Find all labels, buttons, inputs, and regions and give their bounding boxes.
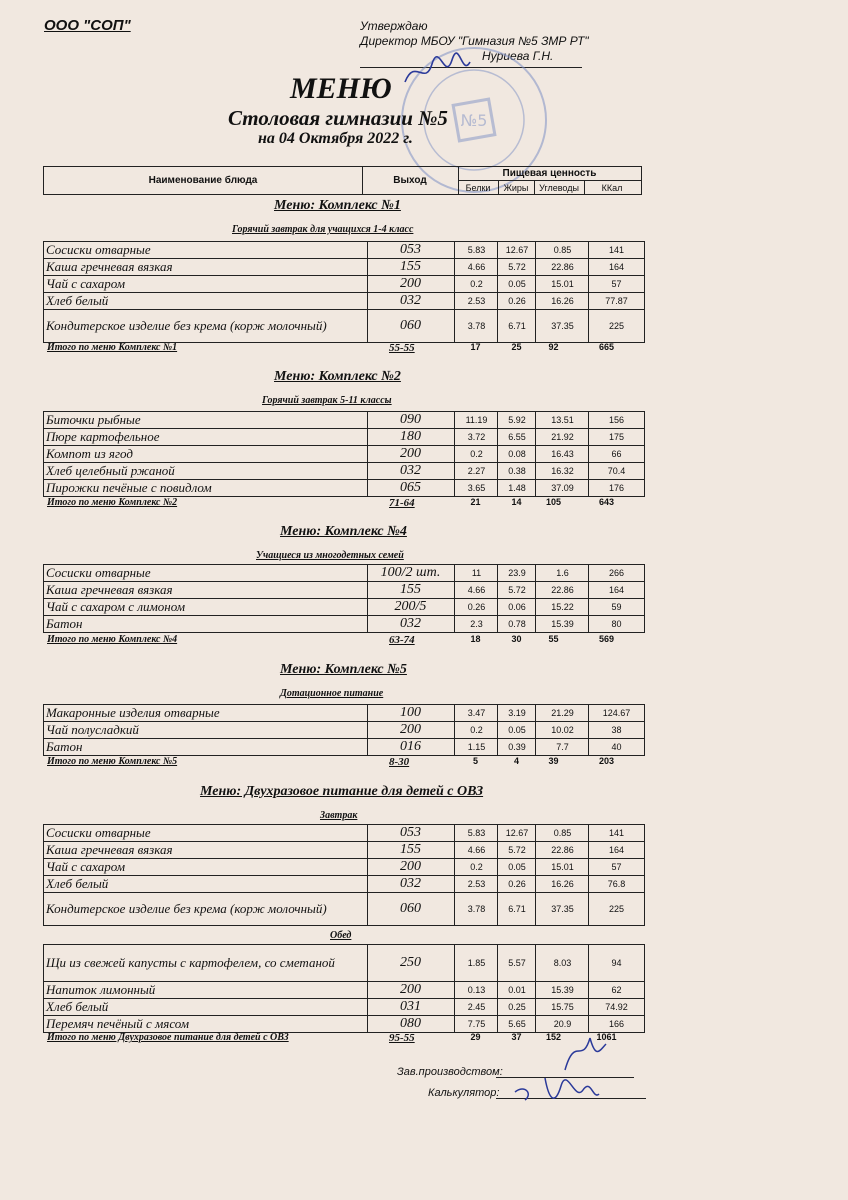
- dish-carbs: 37.35: [535, 893, 589, 925]
- dish-name: Щи из свежей капусты с картофелем, со сметаной: [46, 955, 335, 970]
- dish-output: 155: [367, 582, 453, 598]
- section-subtitle: Учащиеся из многодетных семей: [256, 550, 404, 561]
- menu-table: [43, 824, 645, 926]
- dish-fats: 5.57: [497, 945, 536, 981]
- dish-kcal: 66: [588, 446, 644, 462]
- dish-output: 032: [367, 616, 453, 632]
- dish-fats: 0.26: [497, 876, 536, 892]
- table-row: [44, 293, 644, 310]
- total-row: [43, 342, 643, 356]
- dish-name: Сосиски отварные: [46, 825, 151, 840]
- table-row: [44, 739, 644, 756]
- dish-carbs: 10.02: [535, 722, 589, 738]
- dish-proteins: 3.78: [454, 310, 498, 342]
- dish-fats: 6.55: [497, 429, 536, 445]
- dish-name: Пюре картофельное: [46, 429, 160, 444]
- dish-kcal: 141: [588, 242, 644, 258]
- dish-kcal: 124.67: [588, 705, 644, 721]
- dish-kcal: 40: [588, 739, 644, 755]
- dish-fats: 12.67: [497, 242, 536, 258]
- dish-fats: 0.26: [497, 293, 536, 309]
- total-k: 665: [598, 342, 615, 352]
- dish-output: 180: [367, 429, 453, 445]
- dish-carbs: 22.86: [535, 259, 589, 275]
- total-label: Итого по меню Комплекс №1: [47, 342, 178, 353]
- total-c: 105: [545, 497, 562, 507]
- production-signature-icon: [560, 1030, 610, 1075]
- dish-output: 090: [367, 412, 453, 428]
- dish-carbs: 7.7: [535, 739, 589, 755]
- dish-name: Кондитерское изделие без крема (корж молочный): [46, 318, 327, 333]
- dish-carbs: 0.85: [535, 825, 589, 841]
- dish-name: Сосиски отварные: [46, 565, 151, 580]
- dish-fats: 0.38: [497, 463, 536, 479]
- table-row: [44, 310, 644, 343]
- total-row: [43, 634, 643, 648]
- dish-output: 100: [367, 705, 453, 721]
- dish-carbs: 37.09: [535, 480, 589, 496]
- table-row: [44, 446, 644, 463]
- dish-output: 200: [367, 859, 453, 875]
- total-f: 14: [511, 497, 522, 507]
- total-label: Итого по меню Комплекс №5: [47, 756, 178, 767]
- dish-output: 032: [367, 293, 453, 309]
- dish-name: Хлеб белый: [46, 876, 109, 891]
- table-row: [44, 705, 644, 722]
- dish-carbs: 15.75: [535, 999, 589, 1015]
- dish-fats: 3.19: [497, 705, 536, 721]
- dish-kcal: 156: [588, 412, 644, 428]
- dish-carbs: 22.86: [535, 582, 589, 598]
- section-title: Меню: Комплекс №5: [280, 662, 407, 677]
- table-header: [43, 166, 642, 195]
- dish-output: 080: [367, 1016, 453, 1032]
- dish-carbs: 16.32: [535, 463, 589, 479]
- dish-name: Кондитерское изделие без крема (корж молочный): [46, 901, 327, 916]
- col-nutrition-header: Пищевая ценность: [458, 167, 641, 181]
- section-title: Меню: Двухразовое питание для детей с ОВЗ: [200, 784, 484, 799]
- col-name-header: Наименование блюда: [44, 167, 363, 194]
- section-title: Меню: Комплекс №2: [274, 369, 401, 384]
- dish-proteins: 7.75: [454, 1016, 498, 1032]
- total-p: 18: [470, 634, 481, 644]
- col-carbs-header: Углеводы: [534, 181, 585, 194]
- dish-output: 250: [367, 945, 453, 981]
- table-row: [44, 463, 644, 480]
- dish-proteins: 3.72: [454, 429, 498, 445]
- dish-kcal: 166: [588, 1016, 644, 1032]
- dish-output: 053: [367, 825, 453, 841]
- dish-carbs: 15.39: [535, 982, 589, 998]
- dish-kcal: 74.92: [588, 999, 644, 1015]
- dish-name: Чай полусладкий: [46, 722, 139, 737]
- dish-name: Биточки рыбные: [46, 412, 141, 427]
- meal-label-breakfast: Завтрак: [320, 810, 358, 821]
- dish-name: Каша гречневая вязкая: [46, 842, 173, 857]
- dish-fats: 6.71: [497, 893, 536, 925]
- table-row: [44, 242, 644, 259]
- dish-output: 060: [367, 893, 453, 925]
- menu-table: [43, 241, 645, 343]
- dish-kcal: 164: [588, 582, 644, 598]
- meal-label-lunch: Обед: [330, 930, 352, 941]
- table-row: [44, 945, 644, 982]
- dish-fats: 5.72: [497, 842, 536, 858]
- approve-label: Утверждаю: [360, 19, 428, 33]
- dish-proteins: 3.78: [454, 893, 498, 925]
- dish-kcal: 164: [588, 259, 644, 275]
- table-row: [44, 842, 644, 859]
- canteen-title: Столовая гимназии №5: [228, 106, 448, 130]
- dish-kcal: 176: [588, 480, 644, 496]
- dish-output: 200: [367, 722, 453, 738]
- table-row: [44, 982, 644, 999]
- col-proteins-header: Белки: [458, 181, 499, 194]
- dish-output: 200: [367, 982, 453, 998]
- dish-kcal: 225: [588, 310, 644, 342]
- dish-carbs: 15.01: [535, 859, 589, 875]
- dish-proteins: 4.66: [454, 259, 498, 275]
- table-row: [44, 825, 644, 842]
- dish-kcal: 57: [588, 859, 644, 875]
- dish-output: 100/2 шт.: [367, 565, 453, 581]
- menu-table: [43, 944, 645, 1033]
- dish-name: Батон: [46, 739, 83, 754]
- page-title: МЕНЮ: [290, 72, 392, 105]
- total-p: 21: [470, 497, 481, 507]
- table-row: [44, 259, 644, 276]
- section-title: Меню: Комплекс №4: [280, 524, 407, 539]
- dish-fats: 23.9: [497, 565, 536, 581]
- dish-carbs: 21.92: [535, 429, 589, 445]
- dish-name: Перемяч печёный с мясом: [46, 1016, 190, 1031]
- dish-kcal: 94: [588, 945, 644, 981]
- total-output: 8-30: [389, 756, 410, 768]
- calculator-label: Калькулятор:: [428, 1087, 500, 1099]
- production-head-label: Зав.производством:: [397, 1066, 503, 1078]
- section-subtitle: Дотационное питание: [280, 688, 384, 699]
- dish-output: 032: [367, 463, 453, 479]
- dish-output: 200: [367, 276, 453, 292]
- total-row: [43, 756, 643, 770]
- total-k: 203: [598, 756, 615, 766]
- dish-carbs: 16.26: [535, 876, 589, 892]
- total-k: 643: [598, 497, 615, 507]
- dish-carbs: 15.01: [535, 276, 589, 292]
- dish-output: 060: [367, 310, 453, 342]
- col-fats-header: Жиры: [498, 181, 535, 194]
- dish-proteins: 5.83: [454, 242, 498, 258]
- dish-proteins: 1.85: [454, 945, 498, 981]
- dish-output: 155: [367, 842, 453, 858]
- dish-proteins: 11: [454, 565, 498, 581]
- dish-carbs: 8.03: [535, 945, 589, 981]
- total-p: 17: [470, 342, 481, 352]
- table-row: [44, 999, 644, 1016]
- svg-text:№5: №5: [460, 111, 488, 130]
- table-row: [44, 876, 644, 893]
- dish-fats: 5.72: [497, 259, 536, 275]
- dish-carbs: 13.51: [535, 412, 589, 428]
- dish-name: Каша гречневая вязкая: [46, 259, 173, 274]
- approve-position: Директор МБОУ "Гимназия №5 ЗМР РТ": [360, 34, 589, 48]
- dish-kcal: 80: [588, 616, 644, 632]
- dish-proteins: 0.13: [454, 982, 498, 998]
- total-label: Итого по меню Комплекс №2: [47, 497, 178, 508]
- dish-carbs: 21.29: [535, 705, 589, 721]
- dish-name: Батон: [46, 616, 83, 631]
- approve-name: Нуриева Г.Н.: [482, 49, 554, 63]
- dish-fats: 5.92: [497, 412, 536, 428]
- dish-fats: 5.72: [497, 582, 536, 598]
- table-row: [44, 429, 644, 446]
- total-row: [43, 1032, 643, 1046]
- dish-kcal: 57: [588, 276, 644, 292]
- dish-proteins: 3.65: [454, 480, 498, 496]
- section-subtitle: Горячий завтрак 5-11 классы: [262, 395, 392, 406]
- dish-carbs: 15.22: [535, 599, 589, 615]
- total-p: 5: [472, 756, 478, 766]
- dish-output: 053: [367, 242, 453, 258]
- dish-kcal: 38: [588, 722, 644, 738]
- dish-proteins: 0.26: [454, 599, 498, 615]
- dish-output: 032: [367, 876, 453, 892]
- total-f: 37: [511, 1032, 522, 1042]
- dish-proteins: 2.3: [454, 616, 498, 632]
- dish-name: Сосиски отварные: [46, 242, 151, 257]
- director-signature-icon: [400, 52, 480, 92]
- dish-output: 016: [367, 739, 453, 755]
- dish-fats: 0.05: [497, 276, 536, 292]
- dish-kcal: 70.4: [588, 463, 644, 479]
- dish-kcal: 77.87: [588, 293, 644, 309]
- table-row: [44, 616, 644, 633]
- dish-carbs: 16.26: [535, 293, 589, 309]
- dish-proteins: 5.83: [454, 825, 498, 841]
- dish-output: 155: [367, 259, 453, 275]
- dish-fats: 0.05: [497, 722, 536, 738]
- dish-name: Пирожки печёные с повидлом: [46, 480, 212, 495]
- dish-fats: 0.39: [497, 739, 536, 755]
- dish-proteins: 0.2: [454, 859, 498, 875]
- dish-carbs: 16.43: [535, 446, 589, 462]
- menu-table: [43, 564, 645, 633]
- dish-name: Чай с сахаром: [46, 276, 126, 291]
- total-output: 95-55: [389, 1032, 415, 1044]
- section-title: Меню: Комплекс №1: [274, 198, 401, 213]
- dish-proteins: 4.66: [454, 842, 498, 858]
- col-output-header: Выход: [362, 167, 459, 194]
- dish-fats: 6.71: [497, 310, 536, 342]
- dish-proteins: 4.66: [454, 582, 498, 598]
- table-row: [44, 412, 644, 429]
- total-f: 4: [513, 756, 519, 766]
- dish-kcal: 62: [588, 982, 644, 998]
- table-row: [44, 893, 644, 926]
- menu-date: на 04 Октября 2022 г.: [258, 130, 413, 147]
- calculator-signature-icon: [505, 1070, 605, 1112]
- dish-fats: 1.48: [497, 480, 536, 496]
- dish-fats: 0.01: [497, 982, 536, 998]
- dish-kcal: 164: [588, 842, 644, 858]
- dish-output: 065: [367, 480, 453, 496]
- menu-table: [43, 704, 645, 756]
- dish-carbs: 0.85: [535, 242, 589, 258]
- table-row: [44, 1016, 644, 1033]
- dish-carbs: 20.9: [535, 1016, 589, 1032]
- dish-proteins: 2.53: [454, 876, 498, 892]
- dish-proteins: 0.2: [454, 276, 498, 292]
- dish-name: Хлеб целебный ржаной: [46, 463, 175, 478]
- total-p: 29: [470, 1032, 481, 1042]
- dish-name: Хлеб белый: [46, 999, 109, 1014]
- dish-proteins: 0.2: [454, 722, 498, 738]
- total-label: Итого по меню Двухразовое питание для детей с ОВЗ: [47, 1032, 289, 1043]
- table-row: [44, 276, 644, 293]
- dish-kcal: 225: [588, 893, 644, 925]
- total-f: 25: [511, 342, 522, 352]
- total-output: 63-74: [389, 634, 415, 646]
- dish-carbs: 1.6: [535, 565, 589, 581]
- company-name: ООО "СОП": [44, 17, 131, 34]
- dish-kcal: 141: [588, 825, 644, 841]
- dish-name: Чай с сахаром с лимоном: [46, 599, 186, 614]
- dish-kcal: 175: [588, 429, 644, 445]
- dish-name: Хлеб белый: [46, 293, 109, 308]
- total-row: [43, 497, 643, 511]
- dish-carbs: 37.35: [535, 310, 589, 342]
- dish-fats: 0.08: [497, 446, 536, 462]
- section-subtitle: Горячий завтрак для учащихся 1-4 класс: [232, 224, 414, 235]
- dish-fats: 0.05: [497, 859, 536, 875]
- dish-output: 031: [367, 999, 453, 1015]
- dish-proteins: 2.53: [454, 293, 498, 309]
- total-k: 1061: [596, 1032, 617, 1042]
- total-output: 55-55: [389, 342, 415, 354]
- total-c: 39: [548, 756, 559, 766]
- table-row: [44, 859, 644, 876]
- dish-fats: 0.78: [497, 616, 536, 632]
- table-row: [44, 480, 644, 497]
- dish-proteins: 0.2: [454, 446, 498, 462]
- dish-carbs: 15.39: [535, 616, 589, 632]
- dish-proteins: 2.45: [454, 999, 498, 1015]
- total-label: Итого по меню Комплекс №4: [47, 634, 178, 645]
- table-row: [44, 722, 644, 739]
- dish-proteins: 2.27: [454, 463, 498, 479]
- dish-fats: 5.65: [497, 1016, 536, 1032]
- table-row: [44, 565, 644, 582]
- dish-kcal: 266: [588, 565, 644, 581]
- dish-name: Макаронные изделия отварные: [46, 705, 220, 720]
- col-kcal-header: ККал: [601, 182, 623, 193]
- total-c: 55: [548, 634, 559, 644]
- table-row: [44, 582, 644, 599]
- dish-output: 200: [367, 446, 453, 462]
- total-k: 569: [598, 634, 615, 644]
- total-c: 92: [548, 342, 559, 352]
- dish-name: Чай с сахаром: [46, 859, 126, 874]
- dish-name: Компот из ягод: [46, 446, 133, 461]
- dish-kcal: 59: [588, 599, 644, 615]
- total-output: 71-64: [389, 497, 415, 509]
- dish-proteins: 3.47: [454, 705, 498, 721]
- dish-proteins: 11.19: [454, 412, 498, 428]
- dish-name: Напиток лимонный: [46, 982, 156, 997]
- total-c: 152: [545, 1032, 562, 1042]
- dish-fats: 12.67: [497, 825, 536, 841]
- table-row: [44, 599, 644, 616]
- dish-output: 200/5: [367, 599, 453, 615]
- dish-kcal: 76.8: [588, 876, 644, 892]
- total-f: 30: [511, 634, 522, 644]
- dish-fats: 0.06: [497, 599, 536, 615]
- dish-fats: 0.25: [497, 999, 536, 1015]
- dish-carbs: 22.86: [535, 842, 589, 858]
- menu-table: [43, 411, 645, 497]
- dish-name: Каша гречневая вязкая: [46, 582, 173, 597]
- dish-proteins: 1.15: [454, 739, 498, 755]
